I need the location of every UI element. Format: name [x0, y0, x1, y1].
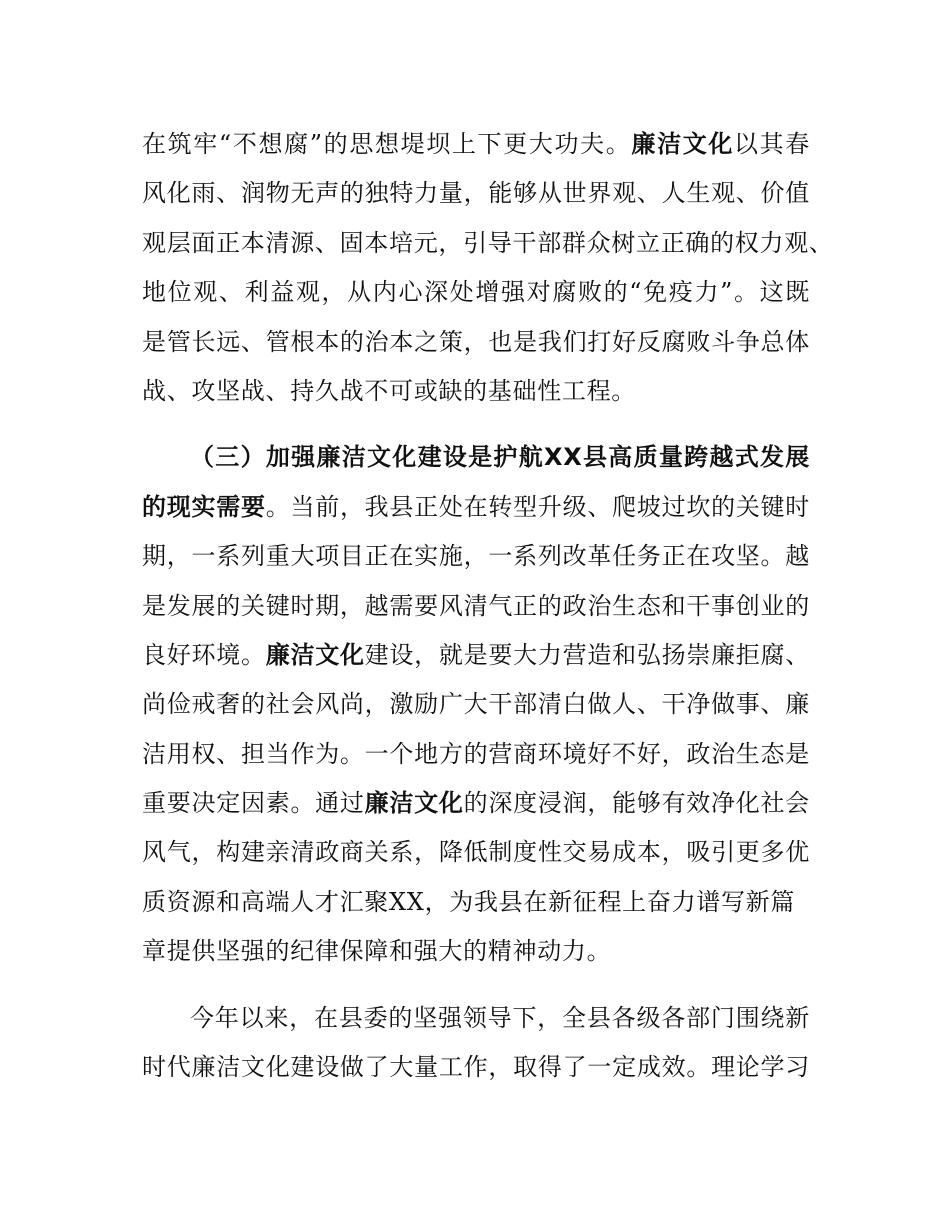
body-text: 期，一系列重大项目正在实施，一系列改革任务正在攻坚。越	[142, 542, 810, 571]
body-text: 在筑牢“不想腐”的思想堤坝上下更大功夫。	[142, 130, 632, 158]
bold-text: 的现实需要	[142, 492, 266, 521]
body-text: 地位观、利益观，从内心深处增强对腐败的“免疫力”。这既	[142, 278, 810, 307]
document-page	[142, 120, 834, 1092]
body-text: 。当前，我县正处在转型升级、爬坡过坎的关键时	[265, 492, 811, 521]
body-text: 风气，构建亲清政商关系，降低制度性交易成本，吸引更多优	[142, 838, 810, 867]
text-line	[142, 268, 810, 317]
body-text: 章提供坚强的纪律保障和强大的精神动力。	[142, 937, 612, 966]
body-text: 观层面正本清源、固本培元，引导干部群众树立正确的权力观、	[142, 228, 834, 257]
body-text: 重要决定因素。通过	[142, 789, 365, 818]
body-text: 良好环境。	[142, 640, 266, 669]
body-text: 今年以来，在县委的坚强领导下，全县各级各部门围绕新	[190, 1003, 810, 1032]
text-line	[142, 318, 810, 367]
paragraph	[142, 120, 834, 416]
body-text: 以其春	[734, 130, 810, 158]
text-line	[142, 878, 810, 927]
text-line	[142, 1043, 810, 1092]
body-text: 是管长远、管根本的治本之策，也是我们打好反腐败斗争总体	[142, 327, 810, 356]
paragraph	[142, 433, 810, 976]
bold-text: 廉洁文化	[265, 640, 365, 669]
body-text: 是发展的关键时期，越需要风清气正的政治生态和干事创业的	[142, 591, 810, 620]
body-text: 风化雨、润物无声的独特力量，能够从世界观、人生观、价值	[142, 179, 810, 208]
body-text: 战、攻坚战、持久战不可或缺的基础性工程。	[142, 376, 636, 405]
body-text: 尚俭戒奢的社会风尚，激励广大干部清白做人、干净做事、廉	[142, 690, 810, 719]
text-line	[142, 779, 810, 828]
body-text: 洁用权、担当作为。一个地方的营商环境好不好，政治生态是	[142, 739, 810, 768]
text-line	[142, 367, 810, 416]
text-line	[142, 631, 810, 680]
text-line	[142, 219, 834, 268]
paragraph	[142, 994, 810, 1093]
text-line	[142, 433, 810, 482]
body-text: 的深度浸润，能够有效净化社会	[463, 789, 810, 818]
text-line	[142, 582, 810, 631]
body-text: 时代廉洁文化建设做了大量工作，取得了一定成效。理论学习	[142, 1053, 810, 1082]
body-text: 质资源和高端人才汇聚XX，为我县在新征程上奋力谱写新篇	[142, 887, 796, 916]
bold-text: 廉洁文化	[364, 789, 464, 818]
text-line	[142, 680, 810, 729]
text-line	[142, 483, 810, 532]
text-line	[142, 532, 810, 581]
text-line	[142, 120, 810, 169]
text-line	[142, 828, 810, 877]
text-line	[142, 927, 810, 976]
body-text: 建设，就是要大力营造和弘扬崇廉拒腐、	[364, 640, 810, 669]
text-line	[142, 169, 810, 218]
text-line	[142, 994, 810, 1043]
bold-text: 廉洁文化	[631, 130, 734, 158]
text-line	[142, 730, 810, 779]
bold-text: （三）加强廉洁文化建设是护航XX县高质量跨越式发展	[190, 443, 810, 472]
